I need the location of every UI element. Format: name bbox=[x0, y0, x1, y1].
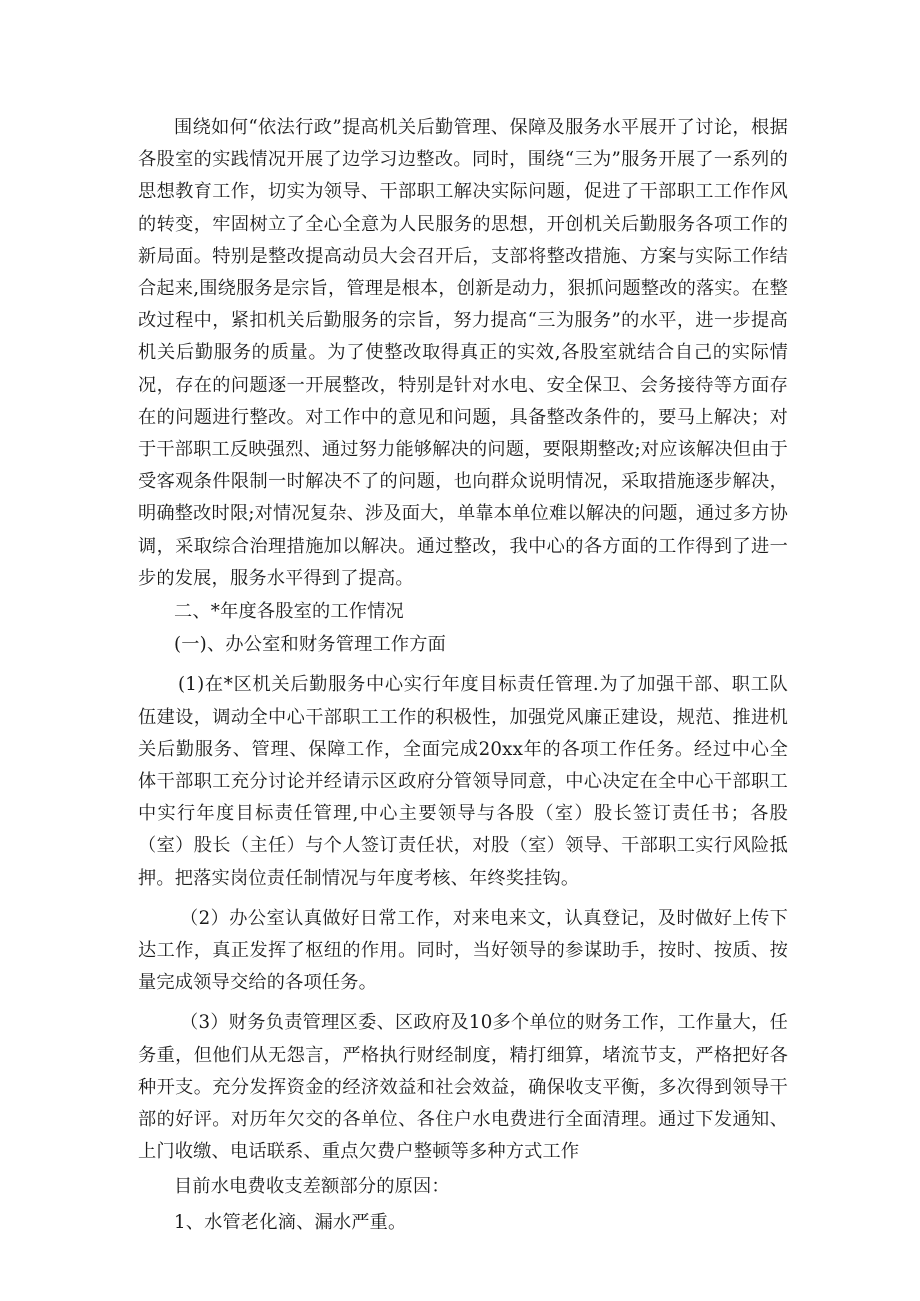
subsection-heading-office-finance: (一)、办公室和财务管理工作方面 bbox=[174, 634, 447, 656]
paragraph-item-1: (1)在*区机关后勤服务中心实行年度目标责任管理.为了加强干部、职工队伍建设，调动全中心干部职工工作的积极性，加强党风廉正建设，规范、推进机关后勤服务、管理、保障工作，全面完成20xx年的各项工作任务。经过中心全体干部职工充分讨论并经请示区政府分管领导同意，中心决定在全中心干部职工中实行年度目标责任管理,中心主要领导与各股（室）股长签订责任书；各股（室）股长（主任）与个人签订责任状，对股（室）领导、干部职工实行风险抵押。把落实岗位责任制情况与年度考核、年终奖挂钩。 bbox=[138, 674, 788, 889]
paragraph-rectification: 围绕如何“依法行政”提高机关后勤管理、保障及服务水平展开了讨论，根据各股室的实践情况开展了边学习边整改。同时，围绕“三为”服务开展了一系列的思想教育工作，切实为领导、干部职工解决实际问题，促进了干部职工工作作风的转变，牢固树立了全心全意为人民服务的思想，开创机关后勤服务各项工作的新局面。特别是整改提高动员大会召开后，支部将整改措施、方案与实际工作结合起来,围绕服务是宗旨，管理是根本，创新是动力，狠抓问题整改的落实。在整改过程中，紧扣机关后勤服务的宗旨，努力提高“三为服务”的水平，进一步提高机关后勤服务的质量。为了使整改取得真正的实效,各股室就结合自己的实际情况，存在的问题逐一开展整改，特别是针对水电、安全保卫、会务接待等方面存在的问题进行整改。对工作中的意见和问题，具备整改条件的，要马上解决；对于干部职工反映强烈、通过努力能够解决的问题，要限期整改;对应该解决但由于受客观条件限制一时解决不了的问题，也向群众说明情况，采取措施逐步解决，明确整改时限;对情况复杂、涉及面大，单靠本单位难以解决的问题，通过多方协调，采取综合治理措施加以解决。通过整改，我中心的各方面的工作得到了进一步的发展，服务水平得到了提高。 bbox=[138, 117, 788, 589]
paragraph-reason-1: 1、水管老化滴、漏水严重。 bbox=[174, 1211, 407, 1233]
document-body bbox=[138, 112, 788, 1239]
section-heading-2: 二、*年度各股室的工作情况 bbox=[174, 601, 404, 623]
paragraph-item-3: （3）财务负责管理区委、区政府及10多个单位的财务工作，工作量大，任务重，但他们从无怨言，严格执行财经制度，精打细算，堵流节支，严格把好各种开支。充分发挥资金的经济效益和社会效益，确保收支平衡，多次得到领导干部的好评。对历年欠交的各单位、各住户水电费进行全面清理。通过下发通知、上门收缴、电话联系、重点欠费户整顿等多种方式工作 bbox=[138, 1012, 788, 1163]
paragraph-reasons-heading: 目前水电费收支差额部分的原因： bbox=[174, 1175, 450, 1197]
paragraph-item-2: （2）办公室认真做好日常工作，对来电来文，认真登记，及时做好上传下达工作，真正发挥了枢纽的作用。同时，当好领导的参谋助手，按时、按质、按量完成领导交给的各项任务。 bbox=[138, 907, 788, 994]
